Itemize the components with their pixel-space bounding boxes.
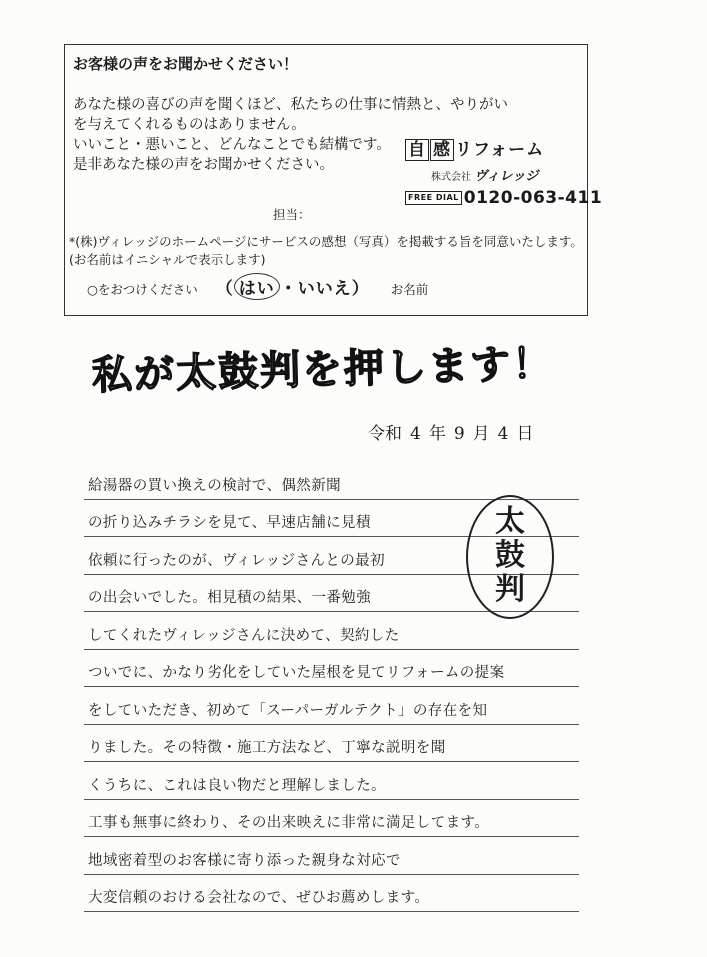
choice-yes-circled: はい xyxy=(234,273,280,300)
phone-text: 0120-063-411 xyxy=(463,188,603,208)
comment-line-text: 地域密着型のお客様に寄り添った親身な対応で xyxy=(88,852,401,869)
taikoban-stamp xyxy=(466,495,554,619)
consent-choice xyxy=(216,279,377,299)
date xyxy=(368,419,533,444)
company-logo xyxy=(405,135,603,208)
intro-line: を与えてくれるものはありません。 xyxy=(73,117,306,133)
comment-line xyxy=(84,762,579,800)
brand-logo xyxy=(405,135,580,161)
choice-close-paren: ） xyxy=(351,279,370,299)
name-label: お名前 xyxy=(390,282,429,297)
intro-line: あなた様の喜びの声を聞くほど、私たちの仕事に情熱と、やりがい xyxy=(73,97,508,113)
headline: 私が太鼓判を押します！ xyxy=(91,340,555,400)
comment-line xyxy=(84,725,579,763)
date-day-unit: 日 xyxy=(516,424,534,444)
consent-text: *(株)ヴィレッジのホームページにサービスの感想（写真）を掲載する旨を同意いたします。(お名前はイニシャルで表示します) xyxy=(69,234,583,267)
comment-line xyxy=(84,875,579,913)
company-name xyxy=(405,165,580,184)
free-dial-icon: FREE DIAL xyxy=(405,191,462,205)
stamp-char: 鼓 xyxy=(495,538,525,573)
choice-no: ・いいえ xyxy=(279,279,352,299)
comment-line xyxy=(84,837,579,875)
comment-line xyxy=(84,462,579,500)
comment-line-text: 給湯器の買い換えの検討で、偶然新聞 xyxy=(88,477,342,494)
comment-line-text: してくれたヴィレッジさんに決めて、契約した xyxy=(88,627,400,644)
intro-line: いいこと・悪いこと、どんなことでも結構です。 xyxy=(73,137,391,153)
company-name-text: ヴィレッジ xyxy=(474,169,539,184)
staff-label: 担当： xyxy=(273,207,311,222)
comment-line-text: くうちに、これは良い物だと理解しました。 xyxy=(88,777,386,794)
brand-text: リフォーム xyxy=(455,140,545,160)
comment-line-text: 依頼に行ったのが、ヴィレッジさんとの最初 xyxy=(88,552,385,569)
phone-number xyxy=(405,188,603,208)
date-month-unit: 月 xyxy=(472,424,490,444)
form-title: お客様の声をお聞かせください！ xyxy=(73,55,299,73)
date-day: 4 xyxy=(497,424,509,444)
brand-boxed-char: 自 xyxy=(405,139,429,161)
brand-boxed-char: 感 xyxy=(430,139,454,161)
stamp-char: 太 xyxy=(495,504,525,539)
stamp-char: 判 xyxy=(495,572,525,607)
comment-line-text: ついでに、かなり劣化をしていた屋根を見てリフォームの提案 xyxy=(88,665,505,681)
comment-line-text: りました。その特徴・施工方法など、丁寧な説明を聞 xyxy=(88,740,446,756)
choice-open-paren: （ xyxy=(215,279,234,299)
comment-line-text: の折り込みチラシを見て、早速店舗に見積 xyxy=(88,515,371,531)
comment-line-text: 工事も無事に終わり、その出来映えに非常に満足してます。 xyxy=(88,815,490,831)
choice-prompt: ○をおつけください xyxy=(87,282,198,297)
comment-line-text: 大変信頼のおける会社なので、ぜひお薦めします。 xyxy=(88,890,430,906)
comment-line xyxy=(84,687,579,725)
comment-line xyxy=(84,800,579,838)
comment-line xyxy=(84,650,579,688)
comment-line-text: の出会いでした。相見積の結果、一番勉強 xyxy=(88,590,372,606)
date-era: 令和 xyxy=(368,424,402,444)
company-prefix: 株式会社 xyxy=(431,172,471,183)
comment-line-text: をしていただき、初めて「スーパーガルテクト」の存在を知 xyxy=(88,702,488,719)
consent-choice-row xyxy=(87,273,428,300)
date-month: 9 xyxy=(453,424,465,444)
intro-line: 是非あなた様の声をお聞かせください。 xyxy=(73,157,334,173)
date-year-unit: 年 xyxy=(428,424,446,444)
date-year: 4 xyxy=(410,424,421,444)
feedback-form-box xyxy=(64,44,603,316)
